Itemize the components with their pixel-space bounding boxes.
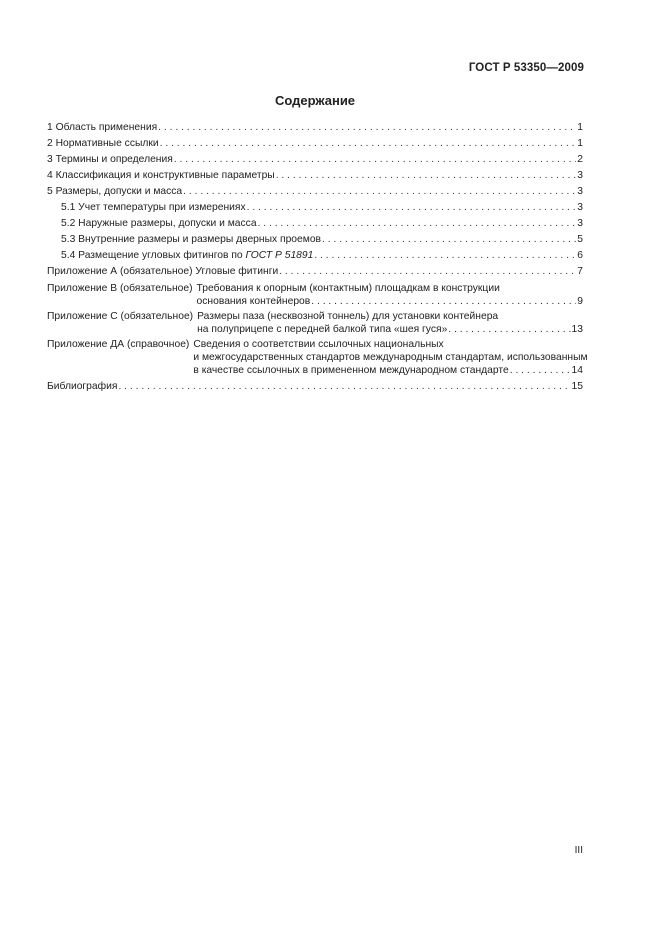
- toc-entry-label: 2 Нормативные ссылки: [47, 138, 159, 149]
- toc-entry-page: 15: [571, 381, 583, 392]
- toc-entry-page: 1: [577, 138, 583, 149]
- standard-reference-link[interactable]: ГОСТ Р 51891: [245, 250, 314, 261]
- toc-entry-5-1[interactable]: [47, 200, 583, 216]
- toc-entry-page: 3: [577, 186, 583, 197]
- toc-entry-bibliography[interactable]: [47, 379, 583, 395]
- toc-entry-label-group: [61, 248, 313, 264]
- toc-entry-page: 3: [577, 202, 583, 213]
- standard-code: ГОСТ Р 53350—2009: [468, 62, 584, 74]
- toc-entry-5-3[interactable]: [47, 232, 583, 248]
- appendix-title-line: и межгосударственных стандартов международным стандартам, использованным: [193, 352, 588, 363]
- dot-leader: [174, 152, 576, 168]
- toc-entry-page: 3: [577, 218, 583, 229]
- toc-entry-label: 5.2 Наружные размеры, допуски и масса: [61, 218, 257, 229]
- appendix-title-last-line: в качестве ссылочных в примененном международном стандарте: [193, 365, 509, 376]
- toc-entry-label: 5 Размеры, допуски и масса: [47, 186, 183, 197]
- dot-leader: [183, 184, 576, 200]
- appendix-label: Приложение ДА (справочное): [47, 339, 190, 350]
- toc-title: Содержание: [274, 93, 356, 108]
- dot-leader: [258, 216, 577, 232]
- toc-entry-page: 14: [571, 365, 583, 376]
- toc-entry-4[interactable]: [47, 168, 583, 184]
- appendix-title-line: Размеры паза (несквозной тоннель) для установки контейнера: [197, 311, 499, 322]
- toc-entry-label: 3 Термины и определения: [47, 154, 173, 165]
- dot-leader: [158, 120, 576, 136]
- dot-leader: [448, 323, 570, 336]
- appendix-title: [197, 282, 583, 308]
- toc-entry-appendix-b[interactable]: [47, 282, 583, 308]
- toc-entry-appendix-da[interactable]: [47, 338, 588, 377]
- toc-entry-page: 2: [577, 154, 583, 165]
- toc-entry-label: 4 Классификация и конструктивные параметры: [47, 170, 275, 181]
- toc-entry-5-4[interactable]: [47, 248, 583, 264]
- toc-entry-5[interactable]: [47, 184, 583, 200]
- table-of-contents: [47, 120, 588, 395]
- toc-entry-page: 13: [571, 324, 583, 335]
- appendix-title-last-line: на полуприцепе с передней балкой типа «шея гуся»: [197, 324, 448, 335]
- toc-entry-5-2[interactable]: [47, 216, 583, 232]
- appendix-label: Приложение С (обязательное): [47, 311, 194, 322]
- toc-entry-page: 1: [577, 122, 583, 133]
- toc-entry-appendix-c[interactable]: [47, 310, 583, 336]
- toc-entry-1[interactable]: [47, 120, 583, 136]
- appendix-label: Приложение В (обязательное): [47, 283, 193, 294]
- toc-entry-page: 3: [577, 170, 583, 181]
- page-number: III: [574, 845, 583, 856]
- toc-entry-label: 1 Область применения: [47, 122, 158, 133]
- toc-entry-label: Приложение А (обязательное) Угловые фитинги: [47, 266, 279, 277]
- toc-entry-page: 6: [577, 250, 583, 261]
- toc-entry-label: 5.4 Размещение угловых фитингов по: [61, 250, 246, 261]
- appendix-title: [197, 310, 583, 336]
- toc-entry-label: 5.3 Внутренние размеры и размеры дверных проемов: [61, 234, 322, 245]
- dot-leader: [279, 264, 576, 280]
- appendix-title: [193, 338, 588, 377]
- dot-leader: [311, 295, 576, 308]
- dot-leader: [510, 364, 571, 377]
- toc-entry-label: Библиография: [47, 381, 118, 392]
- dot-leader: [118, 379, 570, 395]
- appendix-title-line: Требования к опорным (контактным) площадкам в конструкции: [196, 283, 500, 294]
- dot-leader: [276, 168, 577, 184]
- appendix-title-last-line: основания контейнеров: [196, 296, 311, 307]
- toc-entry-page: 5: [577, 234, 583, 245]
- toc-entry-page: 9: [577, 296, 583, 307]
- dot-leader: [322, 232, 576, 248]
- toc-entry-label: 5.1 Учет температуры при измерениях: [61, 202, 246, 213]
- toc-entry-2[interactable]: [47, 136, 583, 152]
- toc-entry-3[interactable]: [47, 152, 583, 168]
- dot-leader: [247, 200, 577, 216]
- toc-entry-page: 7: [577, 266, 583, 277]
- dot-leader: [314, 248, 576, 264]
- toc-entry-appendix-a[interactable]: [47, 264, 583, 280]
- dot-leader: [160, 136, 577, 152]
- appendix-title-line: Сведения о соответствии ссылочных национальных: [193, 339, 444, 350]
